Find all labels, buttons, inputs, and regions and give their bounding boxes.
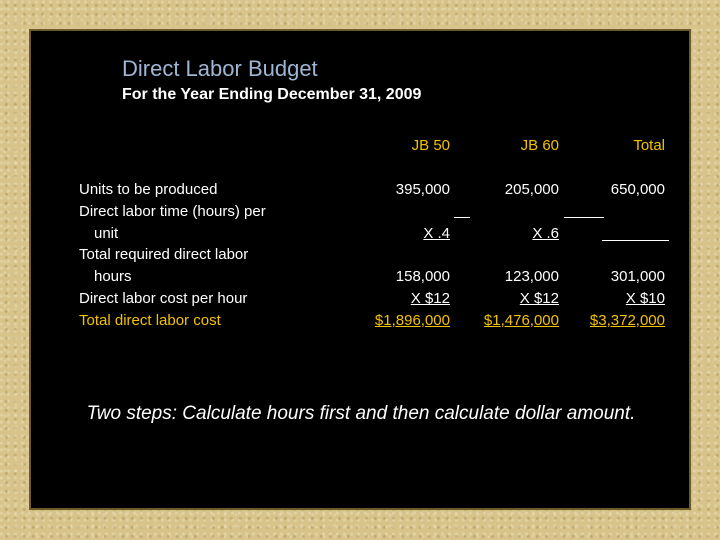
footnote: Two steps: Calculate hours first and then calculate dollar amount. xyxy=(86,403,636,424)
cost-per-hour-jb50: X $12 xyxy=(410,290,450,307)
total-cost-jb50: $1,896,000 xyxy=(374,312,450,329)
units-jb60: 205,000 xyxy=(504,181,559,198)
row-label-time-1: Direct labor time (hours) per xyxy=(79,203,266,220)
row-label-total-hours-1: Total required direct labor xyxy=(79,246,249,263)
page-title: Direct Labor Budget xyxy=(122,56,318,81)
row-label-cost-per-hour: Direct labor cost per hour xyxy=(79,290,248,307)
slide xyxy=(29,29,691,510)
total-hours-jb60: 123,000 xyxy=(504,268,559,285)
divider-total xyxy=(602,240,669,241)
total-hours-total: 301,000 xyxy=(610,268,665,285)
total-cost-jb60: $1,476,000 xyxy=(483,312,559,329)
row-label-total-cost: Total direct labor cost xyxy=(79,312,221,329)
row-label-time-2: unit xyxy=(94,225,119,242)
row-label-total-hours-2: hours xyxy=(94,268,132,285)
units-total: 650,000 xyxy=(610,181,665,198)
column-header-jb60: JB 60 xyxy=(520,137,559,154)
column-header-jb50: JB 50 xyxy=(411,137,450,154)
page-subtitle: For the Year Ending December 31, 2009 xyxy=(122,86,422,103)
divider-jb50 xyxy=(454,217,470,218)
time-jb60: X .6 xyxy=(532,225,559,242)
divider-jb60 xyxy=(564,217,604,218)
total-cost-total: $3,372,000 xyxy=(589,312,665,329)
row-label-units: Units to be produced xyxy=(79,181,218,198)
cost-per-hour-jb60: X $12 xyxy=(519,290,559,307)
units-jb50: 395,000 xyxy=(395,181,450,198)
total-hours-jb50: 158,000 xyxy=(395,268,450,285)
cost-per-hour-total: X $10 xyxy=(625,290,665,307)
time-jb50: X .4 xyxy=(423,225,450,242)
column-header-total: Total xyxy=(633,137,665,154)
